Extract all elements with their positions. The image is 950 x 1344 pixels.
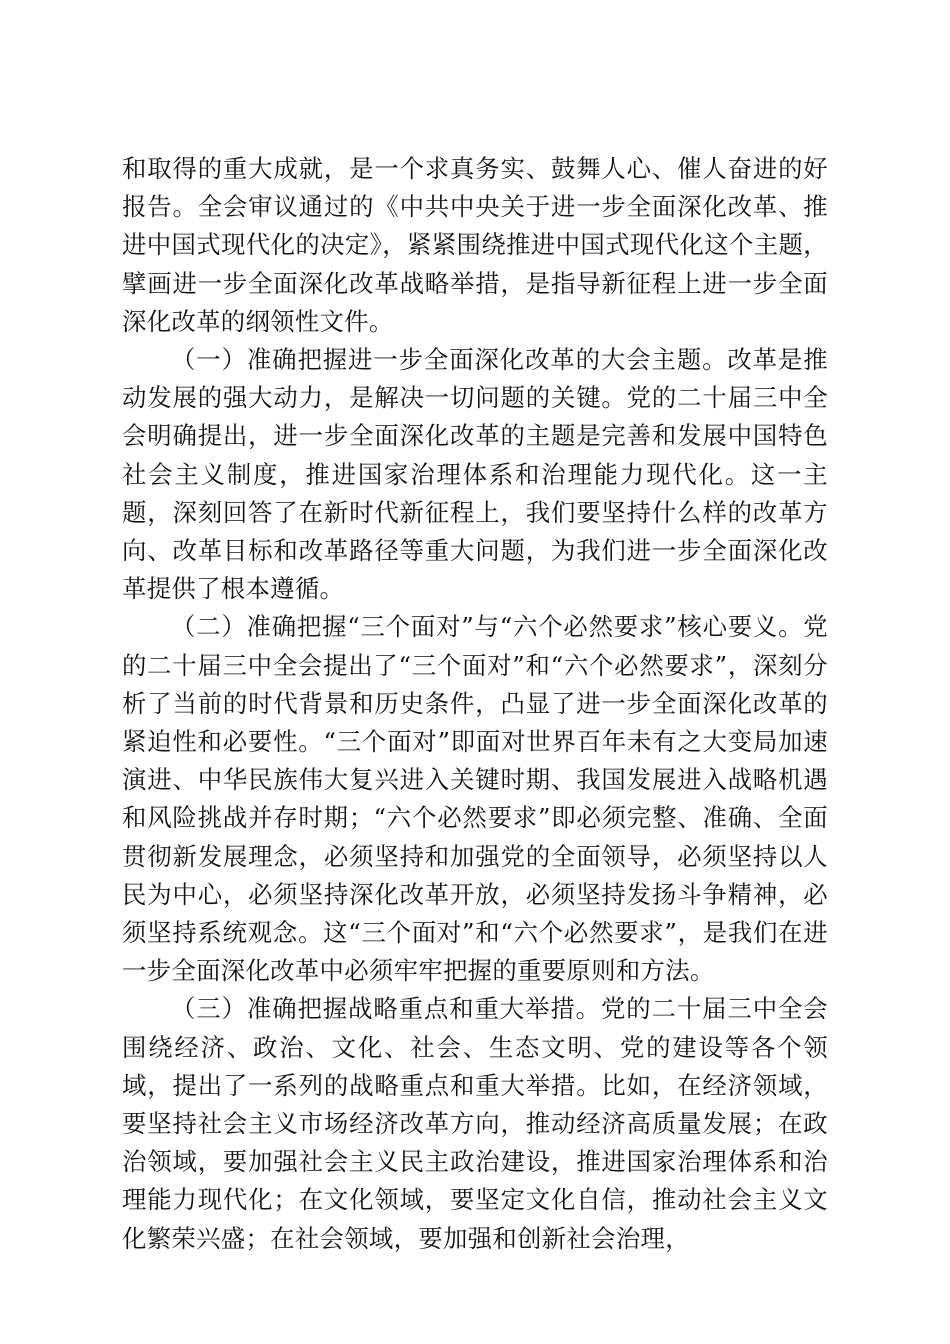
paragraph-section-three: （三）准确把握战略重点和重大举措。党的二十届三中全会围绕经济、政治、文化、社会、生态文明、党的建设等各个领域，提出了一系列的战略重点和重大举措。比如，在经济领域，要坚持社会主义市场经济改革方向，推动经济高质量发展；在政治领域，要加强社会主义民主政治建设，推进国家治理体系和治理能力现代化；在文化领域，要坚定文化自信，推动社会主义文化繁荣兴盛；在社会领域，要加强和创新社会治理， xyxy=(122,994,828,1253)
document-body xyxy=(122,150,828,1258)
paragraph-section-two: （二）准确把握“三个面对”与“六个必然要求”核心要义。党的二十届三中全会提出了“三个面对”和“六个必然要求”，深刻分析了当前的时代背景和历史条件，凸显了进一步全面深化改革的紧迫性和必要性。“三个面对”即面对世界百年未有之大变局加速演进、中华民族伟大复兴进入关键时期、我国发展进入战略机遇和风险挑战并存时期；“六个必然要求”即必须完整、准确、全面贯彻新发展理念，必须坚持和加强党的全面领导，必须坚持以人民为中心，必须坚持深化改革开放，必须坚持发扬斗争精神，必须坚持系统观念。这“三个面对”和“六个必然要求”，是我们在进一步全面深化改革中必须牢牢把握的重要原则和方法。 xyxy=(122,612,828,986)
paragraph-intro-continuation: 和取得的重大成就，是一个求真务实、鼓舞人心、催人奋进的好报告。全会审议通过的《中共中央关于进一步全面深化改革、推进中国式现代化的决定》，紧紧围绕推进中国式现代化这个主题，擘画进一步全面深化改革战略举措，是指导新征程上进一步全面深化改革的纲领性文件。 xyxy=(122,154,828,336)
paragraph-section-one: （一）准确把握进一步全面深化改革的大会主题。改革是推动发展的强大动力，是解决一切问题的关键。党的二十届三中全会明确提出，进一步全面深化改革的主题是完善和发展中国特色社会主义制度，推进国家治理体系和治理能力现代化。这一主题，深刻回答了在新时代新征程上，我们要坚持什么样的改革方向、改革目标和改革路径等重大问题，为我们进一步全面深化改革提供了根本遵循。 xyxy=(122,345,828,604)
